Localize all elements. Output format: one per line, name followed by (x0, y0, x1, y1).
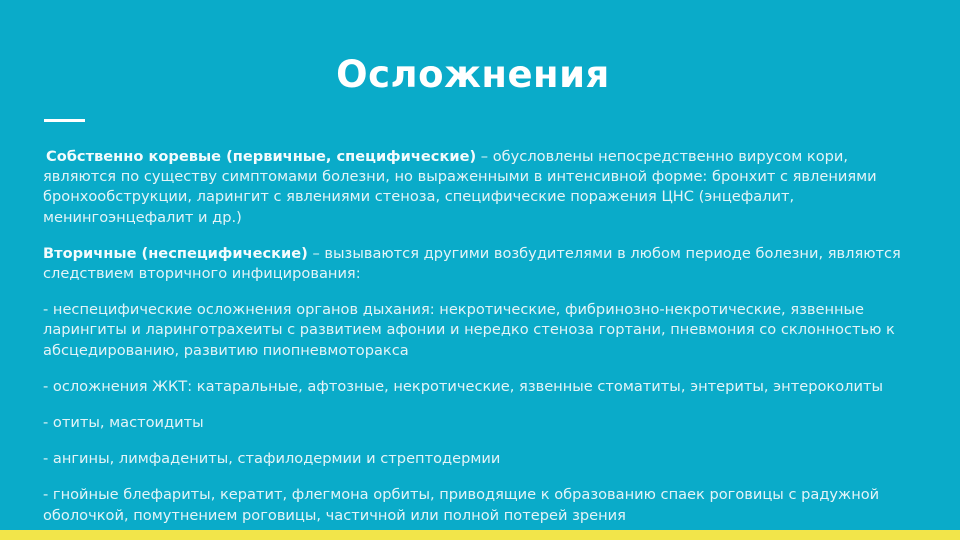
list-item-respiratory: - неспецифические осложнения органов дыхания: некротические, фибринозно-некротические, язвенные ларингиты и ларинготрахеиты с развитием афонии и нередко стеноза гортани, пневмония со склонностью к абсцедированию, развитию пиопневмоторакса (43, 301, 895, 359)
paragraph-bold-lead: Вторичные (неспецифические) (43, 244, 308, 262)
slide-title: Осложнения (336, 53, 610, 96)
bottom-accent-bar (0, 530, 960, 540)
list-item-gastrointestinal: - осложнения ЖКТ: катаральные, афтозные, некротические, язвенные стоматиты, энтериты, энтероколиты (43, 377, 883, 395)
title-underline (44, 119, 85, 122)
paragraph-text: – вызываются другими возбудителями в любом периоде болезни, являются следствием вторичного инфицирования: (43, 244, 901, 283)
paragraph-bold-lead: Собственно коревые (первичные, специфические) (46, 148, 477, 165)
list-item-blepharitis: - гнойные блефариты, кератит, флегмона орбиты, приводящие к образованию спаек роговицы с радужной оболочкой, помутнением роговицы, частичной или полной потерей зрения (43, 486, 880, 524)
slide-body (43, 147, 923, 540)
list-item-otitis: - отиты, мастоидиты (43, 414, 204, 432)
paragraph-secondary-complications (43, 244, 923, 284)
list-item-angina: - ангины, лимфадениты, стафилодермии и стрептодермии (43, 450, 501, 468)
paragraph-text: – обусловлены непосредственно вирусом кори, являются по существу симптомами болезни, но выраженными в интенсивной форме: бронхит с явлениями бронхообструкции, ларингит с явлениями стеноза, специфические поражения ЦНС (энцефалит, менингоэнцефалит и др.) (43, 148, 877, 226)
paragraph-primary-complications (43, 147, 923, 228)
